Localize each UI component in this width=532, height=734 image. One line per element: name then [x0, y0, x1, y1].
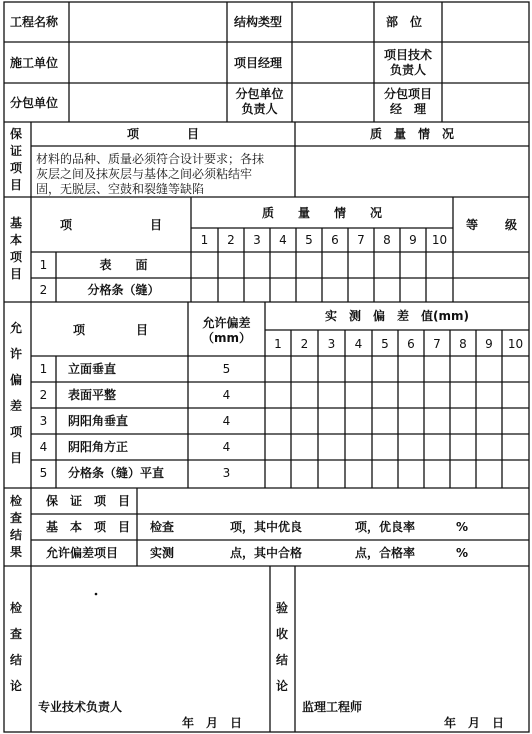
basic-col-header: 9 [409, 233, 417, 247]
side-char: 结 [275, 653, 288, 667]
result-allowance-mid: 点，其中合格 [230, 546, 303, 560]
allowance-row-name: 立面垂直 [68, 362, 117, 376]
side-char: 目 [9, 451, 22, 465]
subcontractor-label: 分包单位 [10, 96, 59, 110]
tech-lead-label-line1: 项目技术 [383, 48, 432, 62]
allowance-row-tolerance: 4 [222, 440, 231, 454]
allowance-col-header: 8 [459, 337, 467, 351]
result-allowance-rate: 点，合格率 [355, 546, 416, 560]
basic-col-header: 5 [305, 233, 313, 247]
side-char: 收 [275, 627, 288, 641]
allowance-row-name: 表面平整 [68, 388, 117, 402]
sub-manager-label-line1: 分包项目 [383, 87, 432, 101]
basic-col-header: 8 [383, 233, 391, 247]
allowance-tol-header-1: 允许偏差 [202, 316, 251, 330]
side-char: 偏 [9, 373, 22, 387]
result-guarantee-label: 保 证 项 目 [46, 494, 131, 508]
basic-col-header: 1 [200, 233, 209, 247]
result-allowance-label: 允许偏差项目 [46, 546, 119, 560]
basic-side-label [9, 215, 23, 283]
side-char: 检 [9, 494, 22, 508]
side-char: 基 [9, 216, 22, 230]
basic-col-header: 7 [357, 233, 365, 247]
allowance-row-name: 分格条（缝）平直 [68, 466, 165, 480]
allowance-row-tolerance: 4 [222, 414, 231, 428]
sub-manager-label-line2: 经 理 [389, 102, 426, 116]
result-basic-mid: 项，其中优良 [230, 520, 303, 534]
supervisor-signature-label: 监理工程师 [302, 700, 363, 714]
guarantee-text-line-1: 材料的品种、质量必须符合设计要求；各抹 [36, 152, 265, 166]
result-basic-percent: % [456, 520, 469, 534]
sub-lead-label-line1: 分包单位 [235, 87, 284, 101]
allowance-col-header: 2 [300, 337, 309, 351]
allowance-col-header: 7 [433, 337, 441, 351]
allowance-col-header: 6 [407, 337, 415, 351]
basic-grade-header-1: 等 [466, 218, 479, 232]
allowance-row-number: 3 [39, 414, 48, 428]
side-char: 本 [9, 233, 22, 247]
allowance-row-tolerance: 5 [222, 362, 231, 376]
acceptance-conclusion-side-label [275, 600, 289, 704]
allowance-row-number: 1 [39, 362, 48, 376]
side-char: 检 [9, 601, 22, 615]
part-label: 部 位 [386, 15, 423, 29]
result-basic-check: 检查 [150, 520, 175, 534]
basic-col-header: 10 [431, 233, 448, 247]
side-char: 果 [9, 545, 22, 559]
side-char: 查 [9, 511, 22, 525]
basic-row-number: 2 [39, 283, 48, 297]
side-char: 项 [9, 161, 22, 175]
allowance-row-tolerance: 4 [222, 388, 231, 402]
side-char: 项 [9, 425, 22, 439]
side-char: 目 [9, 267, 22, 281]
basic-item-header-1: 项 [60, 218, 73, 232]
allowance-col-header: 3 [327, 337, 336, 351]
side-char: 目 [9, 178, 22, 192]
construction-unit-label: 施工单位 [10, 56, 59, 70]
side-char: 验 [275, 601, 288, 615]
result-basic-label: 基 本 项 目 [46, 520, 131, 534]
allowance-row-name: 阴阳角垂直 [68, 414, 129, 428]
side-char: 论 [9, 679, 22, 693]
allowance-col-header: 10 [507, 337, 524, 351]
basic-col-header: 2 [227, 233, 235, 247]
guarantee-item-header: 项 目 [126, 127, 199, 141]
basic-row-number: 1 [39, 258, 48, 272]
allowance-item-header-1: 项 [73, 323, 86, 337]
guarantee-side-label [9, 126, 23, 194]
basic-quality-header: 质 量 情 况 [261, 206, 382, 220]
allowance-row-number: 5 [39, 466, 48, 480]
allowance-col-header: 9 [485, 337, 493, 351]
basic-item-header-2: 目 [150, 218, 163, 232]
guarantee-text-line-3: 固，无脱层、空鼓和裂缝等缺陷 [36, 182, 205, 196]
allowance-col-header: 1 [274, 337, 282, 351]
tech-lead-label-line2: 负责人 [389, 63, 426, 77]
allowance-row-number: 2 [39, 388, 48, 402]
project-manager-label: 项目经理 [234, 56, 283, 70]
inspection-conclusion-side-label [9, 600, 23, 704]
side-char: 论 [275, 679, 288, 693]
side-char: 查 [9, 627, 22, 641]
allowance-col-header: 4 [354, 337, 363, 351]
project-name-label: 工程名称 [10, 15, 59, 29]
tech-lead-signature-label: 专业技术负责人 [38, 700, 123, 714]
side-char: 允 [9, 321, 22, 335]
allowance-item-header-2: 目 [136, 323, 149, 337]
allowance-row-tolerance: 3 [222, 466, 231, 480]
side-char: 保 [9, 127, 22, 141]
allowance-side-label [9, 320, 23, 476]
result-allowance-check: 实测 [150, 546, 175, 560]
side-char: 差 [9, 399, 22, 413]
allowance-row-number: 4 [39, 440, 48, 454]
side-char: 结 [9, 653, 22, 667]
result-allowance-percent: % [456, 546, 469, 560]
sub-lead-label-line2: 负责人 [241, 102, 278, 116]
allowance-measured-header: 实 测 偏 差 值(mm) [325, 309, 469, 323]
right-date-label: 年 月 日 [444, 716, 505, 730]
allowance-tol-header-2: （mm） [201, 331, 251, 345]
basic-col-header: 3 [253, 233, 261, 247]
allowance-row-name: 阴阳角方正 [68, 440, 129, 454]
side-char: 证 [9, 144, 22, 158]
guarantee-quality-header: 质 量 情 况 [369, 127, 454, 141]
side-char: 结 [9, 528, 22, 542]
allowance-col-header: 5 [381, 337, 389, 351]
basic-row-name: 分格条（缝） [87, 283, 160, 297]
side-char: 许 [9, 347, 22, 361]
guarantee-text-line-2: 灰层之间及抹灰层与基体之间必须粘结牢 [36, 167, 253, 181]
side-char: 项 [9, 250, 22, 264]
basic-grade-header-2: 级 [505, 218, 518, 232]
left-date-label: 年 月 日 [182, 716, 243, 730]
basic-row-name: 表 面 [99, 258, 148, 272]
basic-col-header: 4 [279, 233, 287, 247]
basic-col-header: 6 [331, 233, 339, 247]
result-side-label [9, 493, 23, 561]
structure-type-label: 结构类型 [234, 15, 283, 29]
result-basic-rate: 项，优良率 [355, 520, 416, 534]
